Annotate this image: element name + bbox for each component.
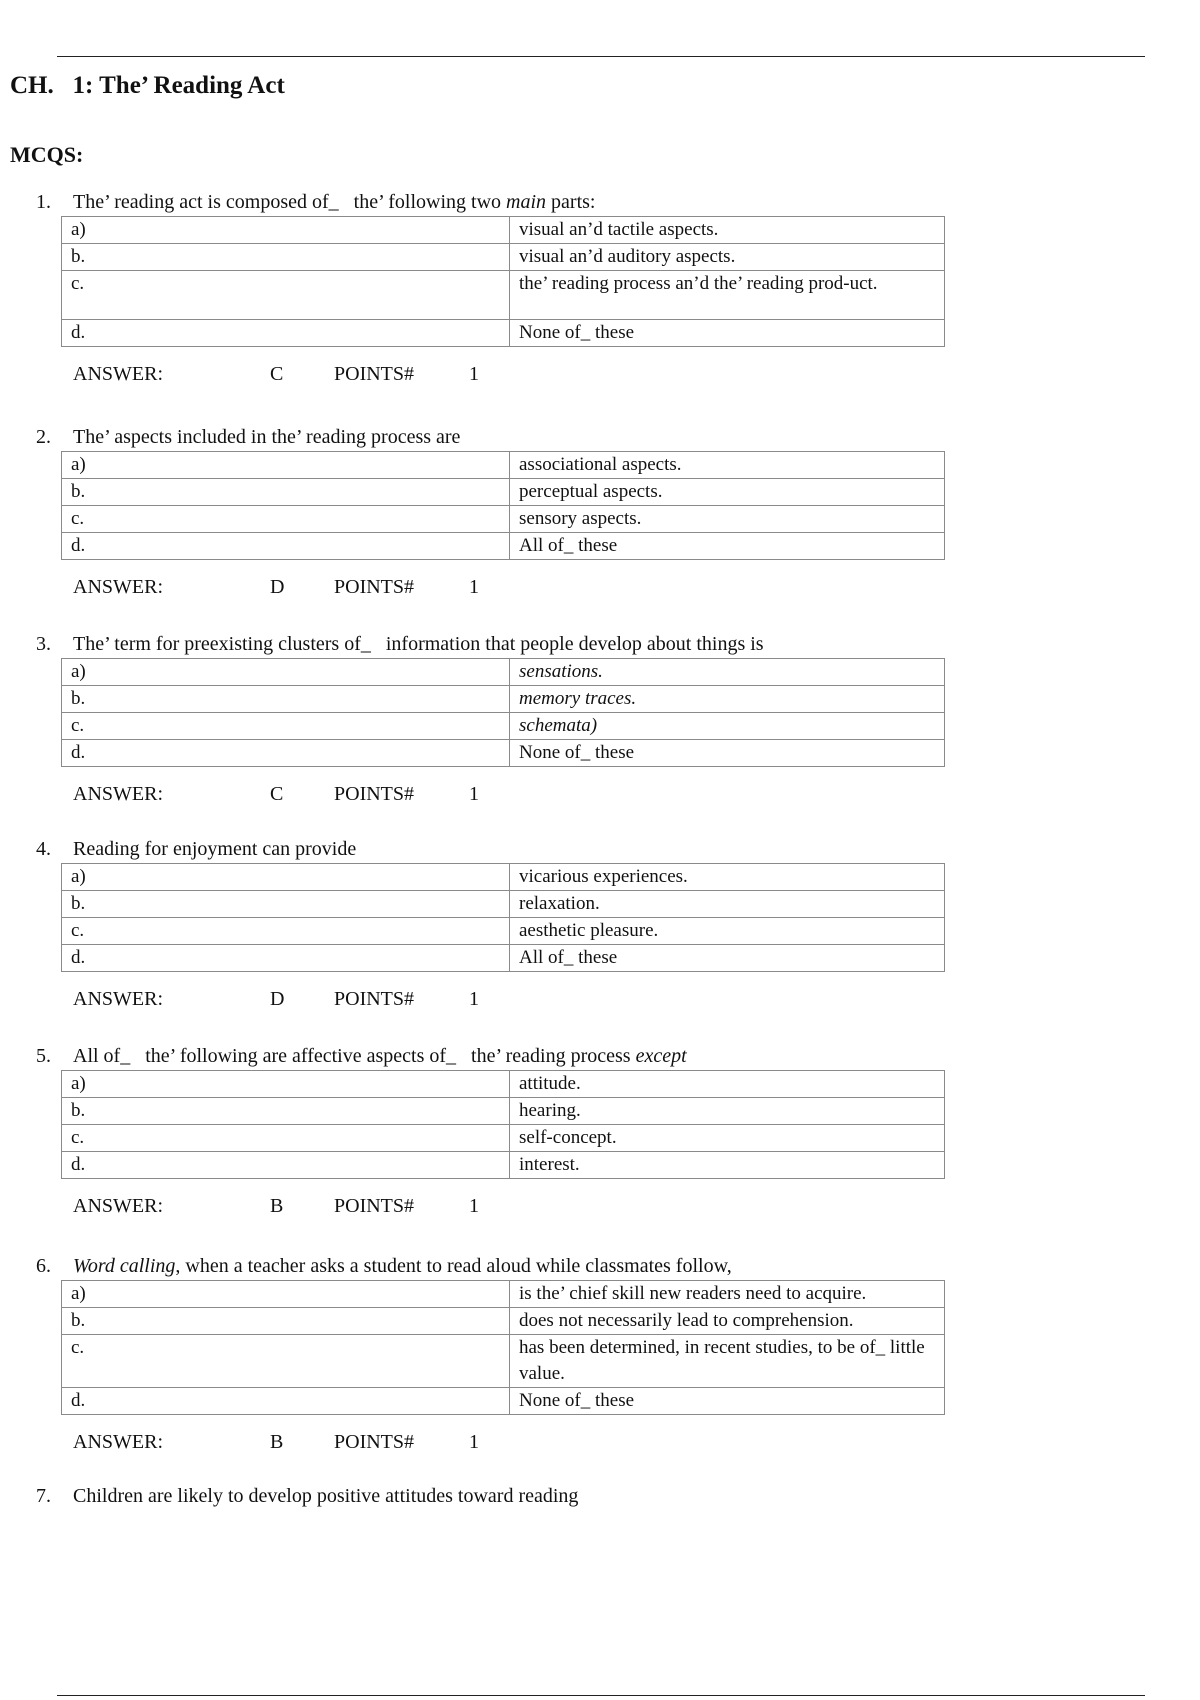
- option-text: sensations.: [510, 659, 945, 686]
- question-text-segment: except: [635, 1045, 687, 1067]
- option-row[interactable]: [62, 1071, 945, 1098]
- option-letter: a): [62, 1071, 510, 1098]
- option-letter: b.: [62, 244, 510, 271]
- points-label: POINTS#: [334, 1431, 415, 1453]
- option-text: the’ reading process an’d the’ reading prod-uct.: [510, 271, 945, 320]
- option-letter: b.: [62, 1308, 510, 1335]
- option-row[interactable]: [62, 945, 945, 972]
- options-table: [61, 216, 945, 347]
- question-text-segment: The’ term for preexisting clusters of_ information that people develop about things is: [73, 633, 764, 655]
- question-stem: [0, 423, 1200, 451]
- question-2: [0, 423, 1200, 602]
- option-text: relaxation.: [510, 891, 945, 918]
- question-text: [73, 835, 356, 863]
- question-text-segment: All of_ the’ following are affective aspects of_ the’ reading process: [73, 1045, 636, 1067]
- options-table: [61, 658, 945, 767]
- question-4: [0, 835, 1200, 1014]
- question-text-segment: The’ aspects included in the’ reading process are: [73, 426, 461, 448]
- question-text: [73, 188, 595, 216]
- question-text: [73, 1482, 578, 1510]
- option-row[interactable]: [62, 217, 945, 244]
- option-row[interactable]: [62, 713, 945, 740]
- answer-value: C: [270, 783, 284, 805]
- option-row[interactable]: [62, 1098, 945, 1125]
- answer-value: B: [270, 1431, 284, 1453]
- question-number: 4.: [36, 838, 51, 860]
- option-row[interactable]: [62, 1125, 945, 1152]
- answer-line: [0, 359, 1200, 389]
- option-text: visual an’d tactile aspects.: [510, 217, 945, 244]
- option-letter: a): [62, 452, 510, 479]
- option-text: schemata): [510, 713, 945, 740]
- option-letter: c.: [62, 713, 510, 740]
- question-3: [0, 630, 1200, 809]
- question-7: [0, 1482, 1200, 1510]
- option-letter: d.: [62, 320, 510, 347]
- question-stem: [0, 188, 1200, 216]
- question-stem: [0, 1482, 1200, 1510]
- answer-line: [0, 1427, 1200, 1457]
- points-value: 1: [469, 988, 479, 1010]
- answer-label: ANSWER:: [73, 783, 163, 805]
- options-table: [61, 1070, 945, 1179]
- option-letter: c.: [62, 1335, 510, 1388]
- points-label: POINTS#: [334, 783, 415, 805]
- option-letter: b.: [62, 891, 510, 918]
- section-label: MCQS:: [10, 142, 84, 167]
- options-table: [61, 1280, 945, 1415]
- points-value: 1: [469, 363, 479, 385]
- option-text: interest.: [510, 1152, 945, 1179]
- option-text: memory traces.: [510, 686, 945, 713]
- option-row[interactable]: [62, 1308, 945, 1335]
- question-text: [73, 1252, 732, 1280]
- question-stem: [0, 1042, 1200, 1070]
- question-number: 1.: [36, 191, 51, 213]
- answer-value: D: [270, 988, 285, 1010]
- question-number: 6.: [36, 1255, 51, 1277]
- option-row[interactable]: [62, 244, 945, 271]
- question-text-segment: Reading for enjoyment can provide: [73, 838, 357, 860]
- option-row[interactable]: [62, 452, 945, 479]
- question-number: 5.: [36, 1045, 51, 1067]
- question-stem: [0, 1252, 1200, 1280]
- option-row[interactable]: [62, 686, 945, 713]
- answer-line: [0, 779, 1200, 809]
- option-letter: c.: [62, 271, 510, 320]
- points-label: POINTS#: [334, 1195, 415, 1217]
- option-text: has been determined, in recent studies, to be of_ little value.: [510, 1335, 945, 1388]
- option-text: is the’ chief skill new readers need to acquire.: [510, 1281, 945, 1308]
- answer-label: ANSWER:: [73, 1431, 163, 1453]
- option-letter: d.: [62, 1152, 510, 1179]
- option-letter: c.: [62, 1125, 510, 1152]
- option-row[interactable]: [62, 479, 945, 506]
- option-text: associational aspects.: [510, 452, 945, 479]
- question-text-segment: The’ reading act is composed of_ the’ following two: [73, 191, 507, 213]
- option-row[interactable]: [62, 271, 945, 320]
- option-row[interactable]: [62, 506, 945, 533]
- question-6: [0, 1252, 1200, 1457]
- points-value: 1: [469, 1431, 479, 1453]
- option-text: None of_ these: [510, 1388, 945, 1415]
- option-row[interactable]: [62, 864, 945, 891]
- question-number: 2.: [36, 426, 51, 448]
- option-row[interactable]: [62, 1388, 945, 1415]
- option-text: None of_ these: [510, 740, 945, 767]
- option-text: self-concept.: [510, 1125, 945, 1152]
- option-text: All of_ these: [510, 533, 945, 560]
- points-value: 1: [469, 783, 479, 805]
- points-value: 1: [469, 1195, 479, 1217]
- option-letter: b.: [62, 479, 510, 506]
- option-text: attitude.: [510, 1071, 945, 1098]
- option-text: All of_ these: [510, 945, 945, 972]
- options-table: [61, 451, 945, 560]
- question-1: [0, 188, 1200, 389]
- answer-label: ANSWER:: [73, 576, 163, 598]
- option-letter: c.: [62, 918, 510, 945]
- option-row[interactable]: [62, 1335, 945, 1388]
- chapter-title: CH. 1: The’ Reading Act: [10, 72, 285, 99]
- option-letter: d.: [62, 533, 510, 560]
- question-text-segment: parts:: [546, 191, 596, 213]
- option-text: None of_ these: [510, 320, 945, 347]
- option-letter: a): [62, 659, 510, 686]
- answer-line: [0, 1191, 1200, 1221]
- bottom-rule: [57, 1695, 1145, 1696]
- option-letter: a): [62, 864, 510, 891]
- answer-line: [0, 984, 1200, 1014]
- option-text: hearing.: [510, 1098, 945, 1125]
- points-value: 1: [469, 576, 479, 598]
- option-row[interactable]: [62, 1281, 945, 1308]
- question-text-segment: , when a teacher asks a student to read aloud while classmates follow,: [175, 1255, 732, 1277]
- option-text: sensory aspects.: [510, 506, 945, 533]
- question-text: [73, 630, 764, 658]
- answer-value: C: [270, 363, 284, 385]
- option-row[interactable]: [62, 1152, 945, 1179]
- question-number: 3.: [36, 633, 51, 655]
- answer-label: ANSWER:: [73, 363, 163, 385]
- question-text-segment: Word calling: [73, 1255, 176, 1277]
- answer-value: D: [270, 576, 285, 598]
- top-rule: [57, 56, 1145, 57]
- question-text-segment: Children are likely to develop positive attitudes toward reading: [73, 1485, 579, 1507]
- option-text: does not necessarily lead to comprehension.: [510, 1308, 945, 1335]
- option-row[interactable]: [62, 533, 945, 560]
- answer-label: ANSWER:: [73, 988, 163, 1010]
- answer-label: ANSWER:: [73, 1195, 163, 1217]
- points-label: POINTS#: [334, 576, 415, 598]
- option-letter: b.: [62, 686, 510, 713]
- question-number: 7.: [36, 1485, 51, 1507]
- answer-line: [0, 572, 1200, 602]
- option-row[interactable]: [62, 320, 945, 347]
- points-label: POINTS#: [334, 988, 415, 1010]
- option-text: visual an’d auditory aspects.: [510, 244, 945, 271]
- question-5: [0, 1042, 1200, 1221]
- question-stem: [0, 630, 1200, 658]
- option-letter: c.: [62, 506, 510, 533]
- question-text: [73, 423, 460, 451]
- question-text-segment: main: [506, 191, 547, 213]
- option-letter: b.: [62, 1098, 510, 1125]
- option-row[interactable]: [62, 918, 945, 945]
- points-label: POINTS#: [334, 363, 415, 385]
- option-text: vicarious experiences.: [510, 864, 945, 891]
- option-letter: a): [62, 217, 510, 244]
- option-text: perceptual aspects.: [510, 479, 945, 506]
- option-row[interactable]: [62, 891, 945, 918]
- option-letter: a): [62, 1281, 510, 1308]
- option-row[interactable]: [62, 659, 945, 686]
- question-stem: [0, 835, 1200, 863]
- option-text: aesthetic pleasure.: [510, 918, 945, 945]
- options-table: [61, 863, 945, 972]
- question-text: [73, 1042, 687, 1070]
- option-letter: d.: [62, 1388, 510, 1415]
- option-letter: d.: [62, 945, 510, 972]
- option-row[interactable]: [62, 740, 945, 767]
- option-letter: d.: [62, 740, 510, 767]
- answer-value: B: [270, 1195, 284, 1217]
